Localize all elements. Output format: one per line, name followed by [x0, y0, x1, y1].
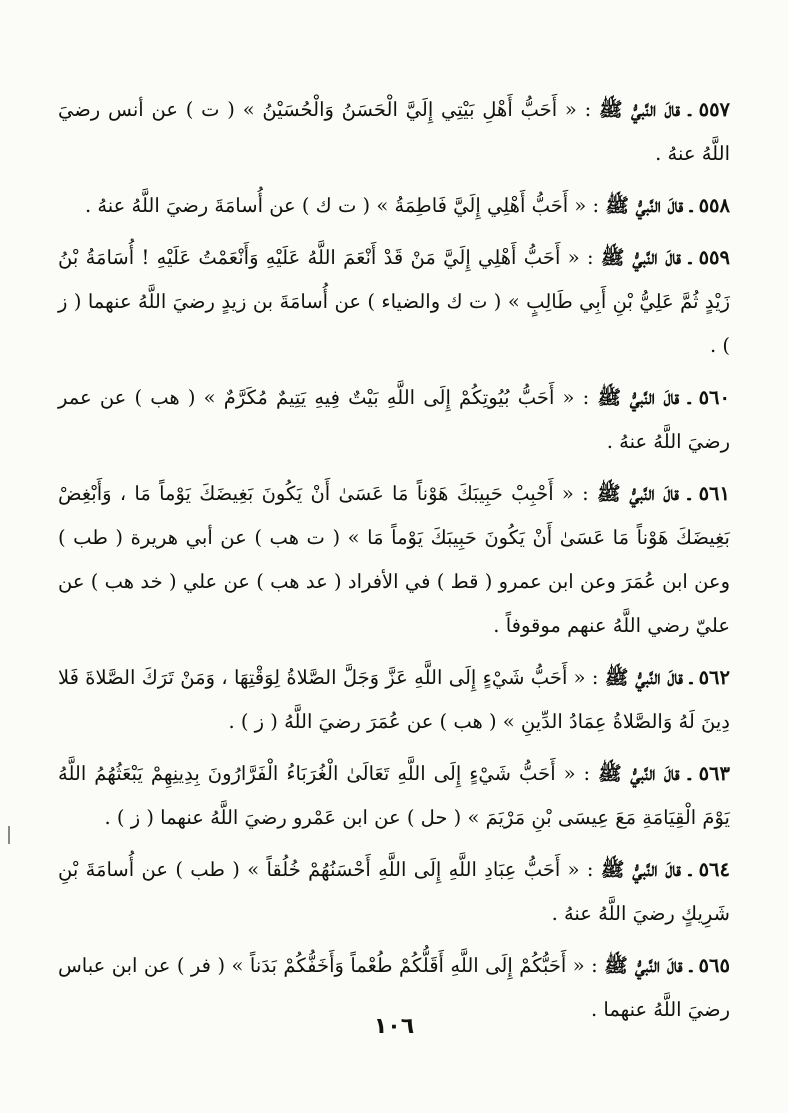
- entry-reference: ( هب ) عن عُمَرَ رضيَ اللَّهُ ( ز ) .: [228, 710, 497, 733]
- entry-sayer: قالَ النَّبيُّ ﷺ: [605, 194, 684, 217]
- entry-hadith-text: « أَحَبُّ أَهْلِي إِلَيَّ فَاطِمَةُ »: [376, 194, 587, 217]
- page-number: ١٠٦: [373, 1014, 415, 1039]
- entry-sayer: قالَ النَّبيُّ ﷺ: [604, 666, 683, 689]
- entry-hadith-text: « أَحَبُّ أَهْلِ بَيْتِي إِلَيَّ الْحَسَنُ وَالْحُسَيْنُ »: [242, 98, 577, 121]
- entry-sayer: قالَ النَّبيُّ ﷺ: [599, 98, 680, 121]
- entry-hadith-text: « أَحَبُّ بُيُوتِكُمْ إِلَى اللَّهِ بَيْتٌ فِيهِ يَتِيمٌ مُكَرَّمٌ »: [203, 386, 575, 409]
- entry-sayer: قالَ النَّبيُّ ﷺ: [600, 246, 681, 269]
- entry-reference: ( ت ك والضياء ) عن أُسامَةَ بن زيدٍ رضيَ اللَّهُ عنهما ( ز ) .: [58, 290, 730, 357]
- entry-sayer: قالَ النَّبيُّ ﷺ: [598, 762, 680, 785]
- hadith-entry-564: ٥٦٤ ـ قالَ النَّبيُّ ﷺ : « أَحَبُّ عِبَادِ اللَّهِ إِلَى اللَّهِ أَحْسَنُهُمْ خُلُقاً » ( طب ) عن أُسامَةَ بْنِ شَرِيكٍ رضيَ اللَّهُ عنهُ .: [58, 858, 730, 925]
- hadith-entry-558: ٥٥٨ ـ قالَ النَّبيُّ ﷺ : « أَحَبُّ أَهْلِي إِلَيَّ فَاطِمَةُ » ( ت ك ) عن أُسامَةَ رضيَ اللَّهُ عنهُ .: [84, 194, 730, 217]
- entry-reference: ( ت هب ) عن أبي هريرة ( طب ) وعن ابن عُمَرَ وعن ابن عمرو ( قط ) في الأفراد ( عد هب ) عن علي ( خد هب ) عن عليّ رضي اللَّهُ عنهم موقوفاً .: [58, 526, 730, 637]
- entry-number: ٥٦٤: [698, 858, 730, 881]
- entry-reference: ( حل ) عن ابن عَمْرو رضيَ اللَّهُ عنهما ( ز ) .: [104, 806, 462, 829]
- hadith-entry-557: ٥٥٧ ـ قالَ النَّبيُّ ﷺ : « أَحَبُّ أَهْلِ بَيْتِي إِلَيَّ الْحَسَنُ وَالْحُسَيْنُ » ( ت ) عن أنس رضيَ اللَّهُ عنهُ .: [58, 98, 731, 165]
- entry-number: ٥٦٠: [698, 386, 730, 409]
- hadith-entry-559: ٥٥٩ ـ قالَ النَّبيُّ ﷺ : « أَحَبُّ أَهْلِي إِلَيَّ مَنْ قَدْ أَنْعَمَ اللَّهُ عَلَيْهِ وَأَنْعَمْتُ عَلَيْهِ ! أُسَامَةُ بْنُ زَيْدٍ ثُمَّ عَلِيُّ بْنِ أَبِي طَالِبٍ » ( ت ك والضياء ) عن أُسامَةَ بن زيدٍ رضيَ اللَّهُ عنهما ( ز ) .: [58, 246, 731, 357]
- entry-hadith-text: « أَحْبِبْ حَبِيبَكَ هَوْناً مَا عَسَىٰ أَنْ يَكُونَ بَغِيضَكَ يَوْماً مَا ، وَأَبْغِضْ بَغِيضَكَ هَوْناً مَا عَسَىٰ أَنْ يَكُونَ حَبِيبَكَ يَوْماً مَا »: [58, 482, 730, 549]
- entry-hadith-text: « أَحَبُّ أَهْلِي إِلَيَّ مَنْ قَدْ أَنْعَمَ اللَّهُ عَلَيْهِ وَأَنْعَمْتُ عَلَيْهِ ! أُسَامَةُ بْنُ زَيْدٍ ثُمَّ عَلِيُّ بْنِ أَبِي طَالِبٍ »: [58, 246, 731, 313]
- entry-sayer: قالَ النَّبيُّ ﷺ: [597, 386, 680, 409]
- entry-number: ٥٦٣: [698, 762, 730, 785]
- hadith-entry-562: ٥٦٢ ـ قالَ النَّبيُّ ﷺ : « أَحَبُّ شَيْءٍ إِلَى اللَّهِ عَزَّ وَجَلَّ الصَّلاةُ لِوَقْتِهَا ، وَمَنْ تَرَكَ الصَّلاةَ فَلا دِينَ لَهُ وَالصَّلاةُ عِمَادُ الدِّينِ » ( هب ) عن عُمَرَ رضيَ اللَّهُ ( ز ) .: [58, 666, 730, 733]
- entry-number: ٥٦١: [698, 482, 730, 505]
- entry-sayer: قالَ النَّبيُّ ﷺ: [600, 858, 681, 881]
- entry-reference: ( هب ) عن عمر رضيَ اللَّهُ عنهُ .: [58, 386, 730, 453]
- hadith-entry-563: ٥٦٣ ـ قالَ النَّبيُّ ﷺ : « أَحَبُّ شَيْءٍ إِلَى اللَّهِ تَعَالَىٰ الْغُرَبَاءُ الْفَرَّارُونَ بِدِينِهِمْ يَبْعَثُهُمُ اللَّهُ يَوْمَ الْقِيَامَةِ مَعَ عِيسَى بْنِ مَرْيَمَ » ( حل ) عن ابن عَمْرو رضيَ اللَّهُ عنهما ( ز ) .: [58, 762, 730, 829]
- entry-number: ٥٦٢: [698, 666, 730, 689]
- entry-sayer: قالَ النَّبيُّ ﷺ: [597, 482, 679, 505]
- entry-hadith-text: « أَحَبُّ شَيْءٍ إِلَى اللَّهِ تَعَالَىٰ الْغُرَبَاءُ الْفَرَّارُونَ بِدِينِهِمْ يَبْعَثُهُمُ اللَّهُ يَوْمَ الْقِيَامَةِ مَعَ عِيسَى بْنِ مَرْيَمَ »: [58, 762, 730, 829]
- entry-number: ٥٥٩: [698, 246, 730, 269]
- entry-hadith-text: « أَحَبُّ عِبَادِ اللَّهِ إِلَى اللَّهِ أَحْسَنُهُمْ خُلُقاً »: [247, 858, 580, 881]
- entry-reference: ( طب ) عن أُسامَةَ بْنِ شَرِيكٍ رضيَ اللَّهُ عنهُ .: [58, 858, 730, 925]
- entry-number: ٥٦٥: [698, 954, 730, 977]
- entry-sayer: قالَ النَّبيُّ ﷺ: [604, 954, 683, 977]
- hadith-entry-565: ٥٦٥ ـ قالَ النَّبيُّ ﷺ : « أَحَبُّكُمْ إِلَى اللَّهِ أَقَلُّكُمْ طُعْماً وَأَخَفُّكُمْ بَدَناً » ( فر ) عن ابن عباس رضيَ اللَّهُ عنهما .: [58, 954, 730, 1021]
- entry-hadith-text: « أَحَبُّ شَيْءٍ إِلَى اللَّهِ عَزَّ وَجَلَّ الصَّلاةُ لِوَقْتِهَا ، وَمَنْ تَرَكَ الصَّلاةَ فَلا دِينَ لَهُ وَالصَّلاةُ عِمَادُ الدِّينِ »: [58, 666, 730, 733]
- entry-number: ٥٥٧: [698, 98, 731, 121]
- entry-number: ٥٥٨: [698, 194, 730, 217]
- hadith-entry-560: ٥٦٠ ـ قالَ النَّبيُّ ﷺ : « أَحَبُّ بُيُوتِكُمْ إِلَى اللَّهِ بَيْتٌ فِيهِ يَتِيمٌ مُكَرَّمٌ » ( هب ) عن عمر رضيَ اللَّهُ عنهُ .: [58, 386, 730, 453]
- entry-reference: ( ت ) عن أنس رضيَ اللَّهُ عنهُ .: [58, 98, 730, 165]
- entry-hadith-text: « أَحَبُّكُمْ إِلَى اللَّهِ أَقَلُّكُمْ طُعْماً وَأَخَفُّكُمْ بَدَناً »: [231, 954, 585, 977]
- scan-margin-mark: [8, 826, 10, 844]
- entry-reference: ( فر ) عن ابن عباس رضيَ اللَّهُ عنهما .: [58, 954, 730, 1021]
- page-body: [58, 88, 730, 1040]
- entry-reference: ( ت ك ) عن أُسامَةَ رضيَ اللَّهُ عنهُ .: [84, 194, 371, 217]
- hadith-entry-561: ٥٦١ ـ قالَ النَّبيُّ ﷺ : « أَحْبِبْ حَبِيبَكَ هَوْناً مَا عَسَىٰ أَنْ يَكُونَ بَغِيضَكَ يَوْماً مَا ، وَأَبْغِضْ بَغِيضَكَ هَوْناً مَا عَسَىٰ أَنْ يَكُونَ حَبِيبَكَ يَوْماً مَا » ( ت هب ) عن أبي هريرة ( طب ) وعن ابن عُمَرَ وعن ابن عمرو ( قط ) في الأفراد ( عد هب ) عن علي ( خد هب ) عن عليّ رضي اللَّهُ عنهم موقوفاً .: [58, 482, 730, 637]
